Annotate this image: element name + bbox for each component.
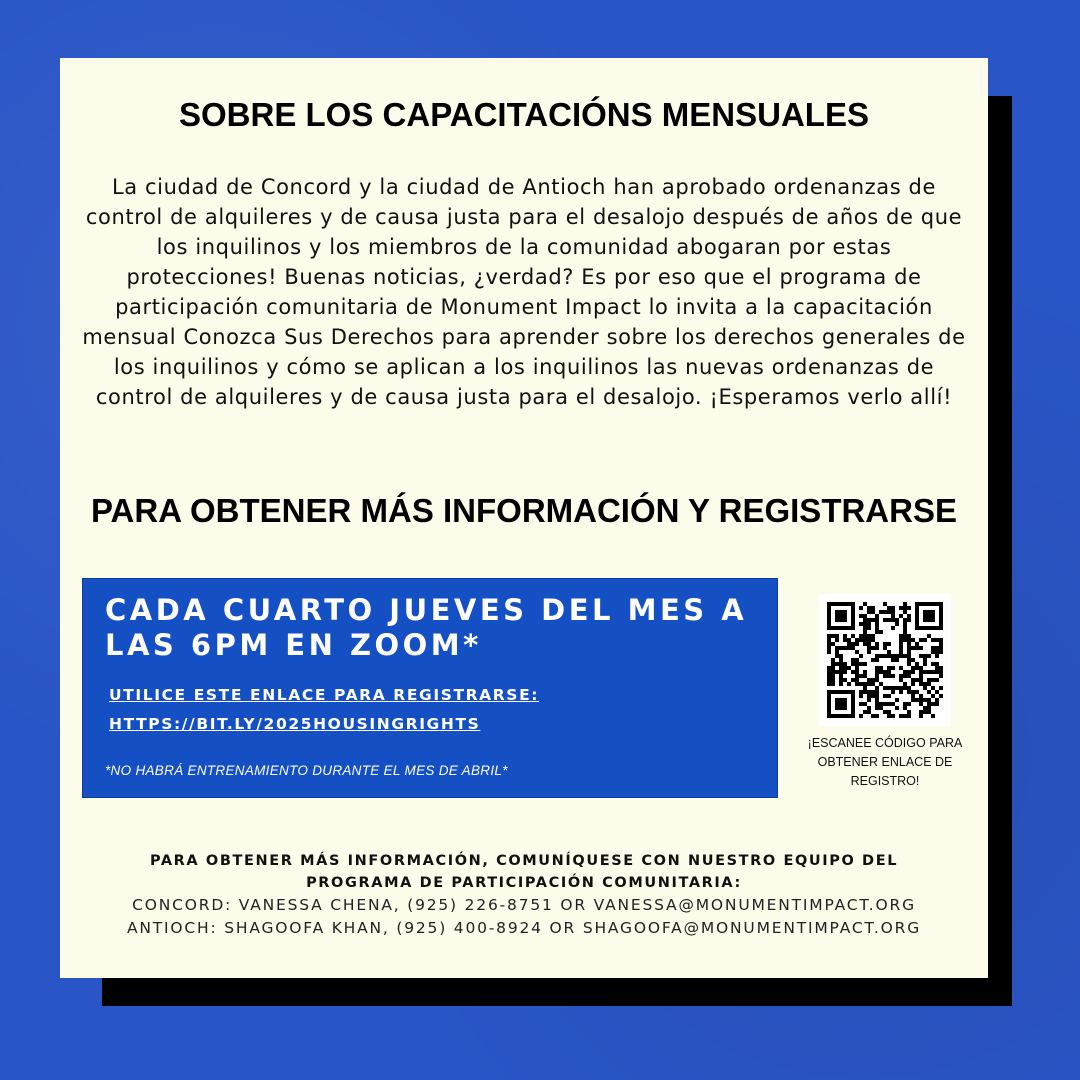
info-card: [60, 58, 988, 978]
contact-heading-line1: PARA OBTENER MÁS INFORMACIÓN, COMUNÍQUESE CON NUESTRO EQUIPO DEL: [149, 853, 899, 869]
registration-link-url[interactable]: HTTPS://BIT.LY/2025HOUSINGRIGHTS: [109, 715, 481, 733]
april-note: *NO HABRÁ ENTRENAMIENTO DURANTE EL MES DE ABRIL*: [105, 763, 508, 778]
contact-heading-line2: PROGRAMA DE PARTICIPACIÓN COMUNITARIA:: [306, 875, 742, 891]
contact-heading: [60, 850, 988, 894]
contact-antioch: ANTIOCH: SHAGOOFA KHAN, (925) 400-8924 OR SHAGOOFA@MONUMENTIMPACT.ORG: [126, 919, 921, 937]
section-title-register: PARA OBTENER MÁS INFORMACIÓN Y REGISTRARSE: [90, 492, 957, 529]
qr-caption: ¡ESCANEE CÓDIGO PARA OBTENER ENLACE DE REGISTRO!: [807, 736, 963, 788]
event-box: [82, 578, 778, 798]
section-title-trainings: SOBRE LOS CAPACITACIÓNS MENSUALES: [179, 96, 869, 133]
registration-link-block[interactable]: [109, 681, 749, 739]
registration-link-label[interactable]: UTILICE ESTE ENLACE PARA REGISTRARSE:: [109, 686, 540, 704]
qr-code-icon[interactable]: [819, 594, 951, 726]
trainings-description: La ciudad de Concord y la ciudad de Antioch han aprobado ordenanzas de control de alquileres y de causa justa para el desalojo después de años de que los inquilinos y los miembros de la comunidad abogaran por estas protecciones! Buenas noticias, ¿verdad? Es por eso que el programa de participación comunitaria de Monument Impact lo invita a la capacitación mensual Conozca Sus Derechos para aprender sobre los derechos generales de los inquilinos y cómo se aplican a los inquilinos las nuevas ordenanzas de control de alquileres y de causa justa para el desalojo. ¡Esperamos verlo allí!: [82, 175, 966, 409]
event-schedule-heading: CADA CUARTO JUEVES DEL MES A LAS 6PM EN ZOOM*: [105, 593, 748, 662]
contact-concord: CONCORD: VANESSA CHENA, (925) 226-8751 OR VANESSA@MONUMENTIMPACT.ORG: [132, 896, 916, 914]
